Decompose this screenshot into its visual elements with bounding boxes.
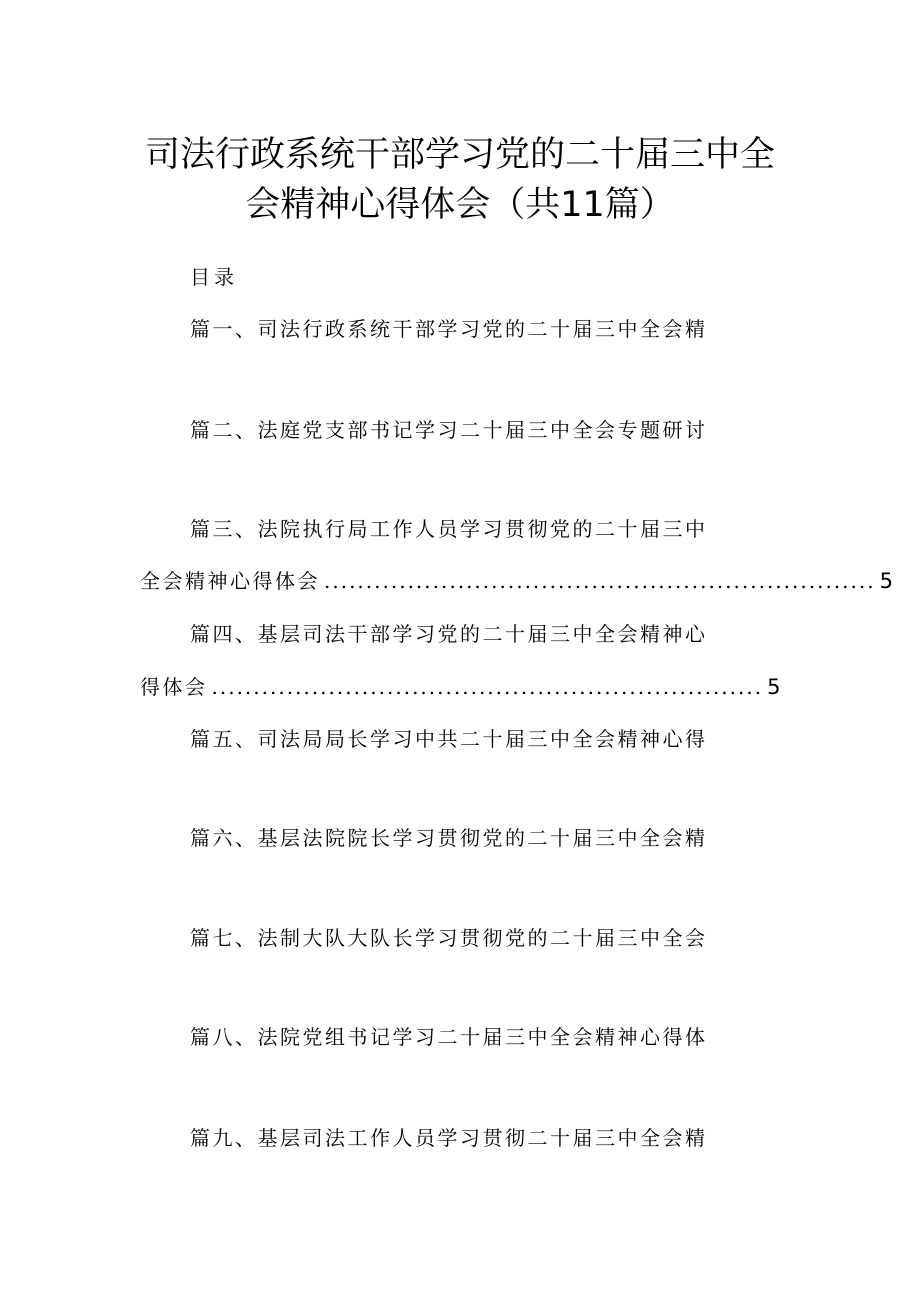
toc-entry-9[interactable]: 篇九、基层司法工作人员学习贯彻二十届三中全会精 <box>190 1126 708 1150</box>
toc-entry-1[interactable]: 篇一、司法行政系统干部学习党的二十届三中全会精 <box>190 317 708 341</box>
toc-entry-4-page-number: 5 <box>767 675 781 699</box>
toc-entry-3-continuation-text: 全会精神心得体会 <box>140 569 320 593</box>
toc-heading: 目录 <box>190 265 238 289</box>
document-title-line-1: 司法行政系统干部学习党的二十届三中全 <box>144 135 775 175</box>
toc-entry-4[interactable]: 篇四、基层司法干部学习党的二十届三中全会精神心 <box>190 622 708 646</box>
toc-entry-3-leader-dots: .................................................................. <box>324 569 876 593</box>
toc-entry-3[interactable]: 篇三、法院执行局工作人员学习贯彻党的二十届三中 <box>190 517 708 541</box>
toc-entry-4-continuation[interactable] <box>140 674 781 700</box>
document-title-line-2: 会精神心得体会（共11篇） <box>245 185 675 225</box>
toc-entry-3-page-number: 5 <box>879 569 893 593</box>
toc-entry-6[interactable]: 篇六、基层法院院长学习贯彻党的二十届三中全会精 <box>190 826 708 850</box>
toc-entry-8[interactable]: 篇八、法院党组书记学习二十届三中全会精神心得体 <box>190 1025 708 1049</box>
toc-entry-4-leader-dots: .................................................................. <box>211 675 764 699</box>
toc-entry-2[interactable]: 篇二、法庭党支部书记学习二十届三中全会专题研讨 <box>190 418 708 442</box>
toc-entry-7[interactable]: 篇七、法制大队大队长学习贯彻党的二十届三中全会 <box>190 926 708 950</box>
toc-entry-4-continuation-text: 得体会 <box>140 675 208 699</box>
toc-entry-3-continuation[interactable] <box>140 568 893 594</box>
toc-entry-5[interactable]: 篇五、司法局局长学习中共二十届三中全会精神心得 <box>190 727 708 751</box>
